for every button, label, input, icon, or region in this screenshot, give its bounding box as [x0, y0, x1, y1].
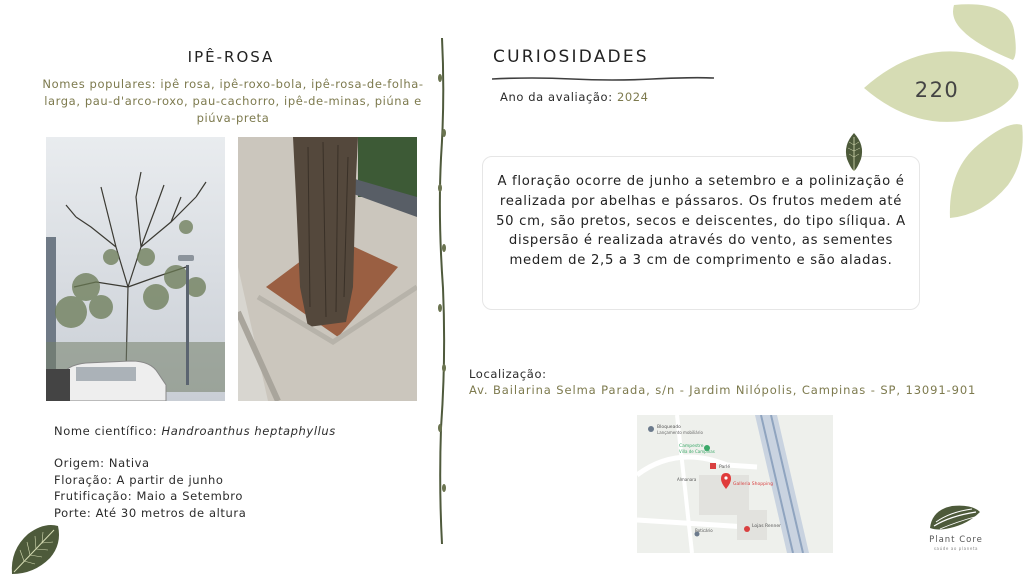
fact-flowering: Floração: A partir de junho — [54, 472, 224, 487]
brand-name: Plant Core — [929, 535, 983, 545]
scientific-name: Handroanthus heptaphyllus — [161, 424, 336, 438]
map-label-bloqueado: Bloqueado — [657, 425, 681, 430]
popular-names: Nomes populares: ipê rosa, ipê-roxo-bola, ipê-rosa-de-folha-larga, pau-d'arco-roxo, pau-cachorro, ipê-de-minas, piúna e piúva-preta — [42, 77, 424, 125]
fact-fruiting: Frutificação: Maio a Setembro — [54, 489, 243, 503]
map-label-almanara: Almanara — [677, 477, 697, 482]
location-address: Av. Bailarina Selma Parada, s/n - Jardim Nilópolis, Campinas - SP, 13091-901 — [469, 383, 977, 397]
map-label-parle: Parlé — [719, 465, 731, 470]
fact-origin: Origem: Nativa — [54, 456, 150, 470]
trunk-photo — [238, 137, 417, 401]
tree-photo — [46, 137, 225, 401]
evaluation-year-label: Ano da avaliação: — [500, 90, 613, 104]
leaves-decoration — [858, 0, 1024, 225]
evaluation-year-value: 2024 — [616, 90, 649, 104]
tree-facts — [54, 455, 246, 521]
scientific-label: Nome científico: — [54, 424, 158, 438]
curiosity-text: A floração ocorre de junho a setembro e a polinização é realizada por abelhas e pássaros. Os frutos medem até 50 cm, são pretos, secos e deiscentes, do tipo síliqua. A dispersão é realizada através do vento, as sementes medem de 2,5 a 3 cm de comprimento e são aladas. — [496, 174, 906, 269]
map-label-renner: Lojas Renner — [752, 524, 781, 529]
map-label-boticario: Boticário — [695, 528, 713, 533]
evaluation-year-row — [500, 90, 649, 104]
corner-leaf-icon — [8, 520, 62, 576]
map-label-campestre: Campestre — [679, 444, 704, 449]
tree-title: IPÊ-ROSA — [187, 48, 275, 66]
map-label-galleria: Galleria Shopping — [733, 482, 773, 487]
vine-divider — [436, 38, 448, 544]
tree-number: 220 — [914, 78, 960, 102]
map-label-villa: Villa de Campinas — [679, 449, 715, 454]
brand-tagline: saúde ao planeta — [933, 546, 979, 551]
map-label-lancamento: Lançamento mobiliário — [657, 430, 703, 435]
scientific-name-row — [54, 424, 336, 438]
fact-size: Porte: Até 30 metros de altura — [54, 505, 247, 520]
location-label: Localização: — [469, 367, 547, 381]
title-underline — [492, 68, 714, 76]
location-map[interactable] — [637, 415, 833, 553]
curiosities-title: CURIOSIDADES — [493, 47, 649, 67]
